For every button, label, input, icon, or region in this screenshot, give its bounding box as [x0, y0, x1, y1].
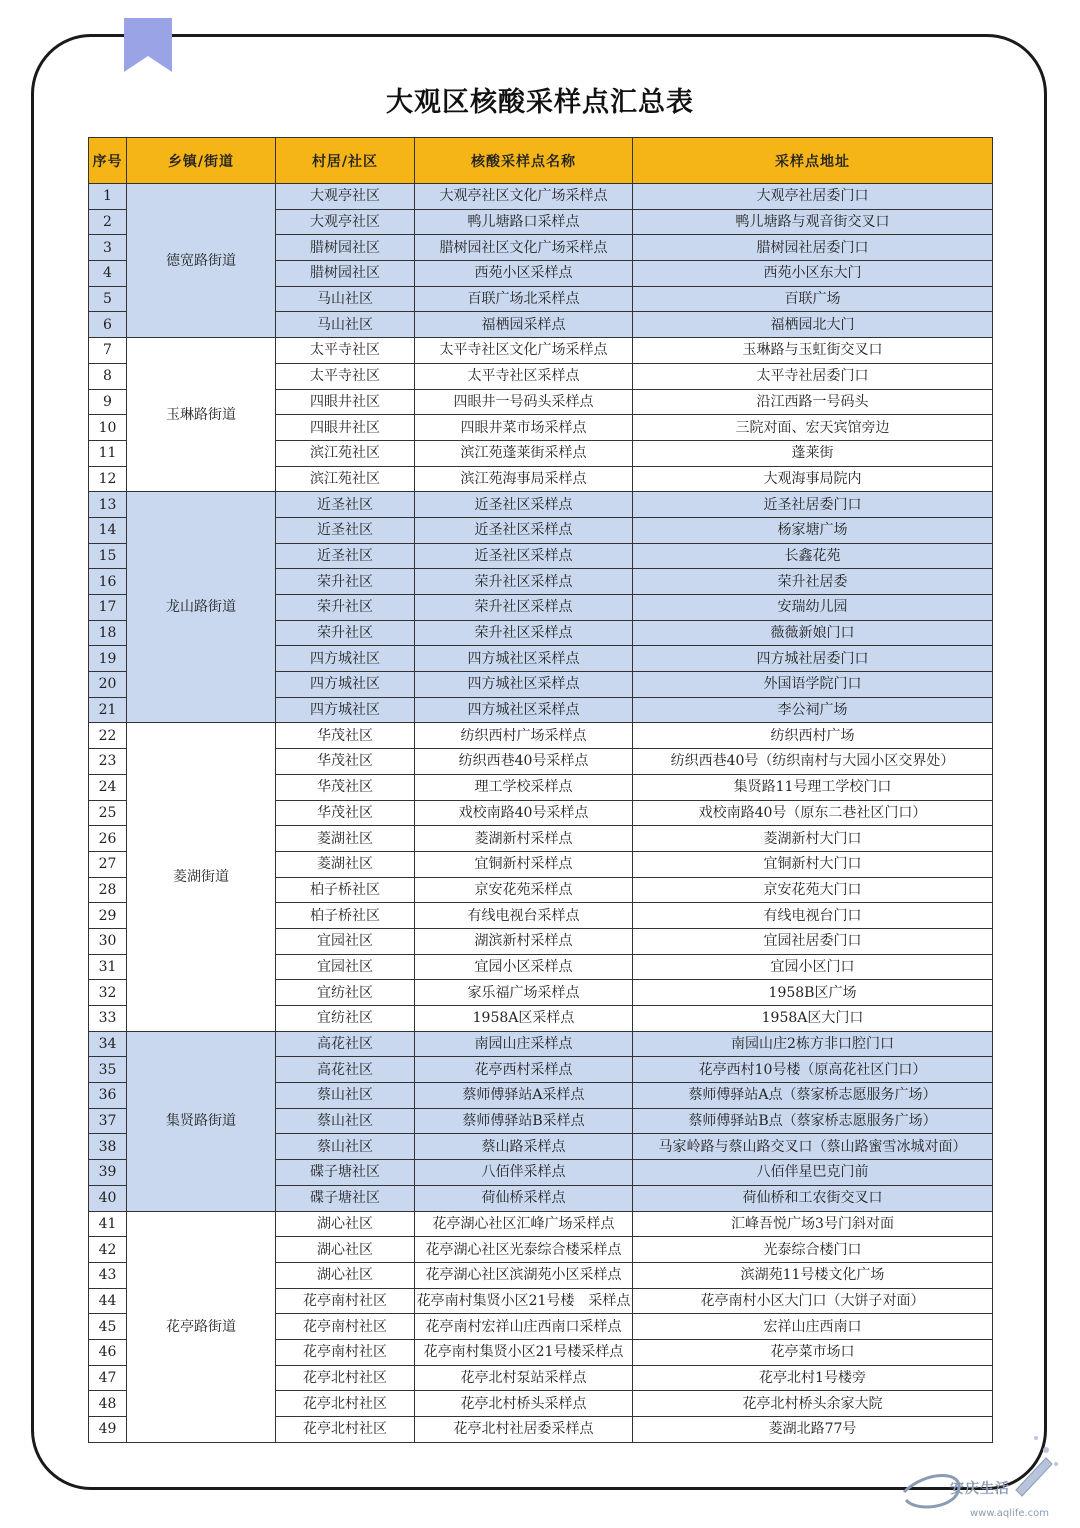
- cell-community: 腊树园社区: [276, 235, 415, 261]
- cell-site: 花亭湖心社区滨湖苑小区采样点: [415, 1262, 633, 1288]
- cell-no: 19: [89, 646, 127, 672]
- cell-community: 蔡山社区: [276, 1134, 415, 1160]
- cell-no: 24: [89, 774, 127, 800]
- cell-site: 西苑小区采样点: [415, 261, 633, 287]
- cell-address: 腊树园社居委门口: [633, 235, 993, 261]
- cell-no: 3: [89, 235, 127, 261]
- cell-no: 28: [89, 877, 127, 903]
- cell-address: 纺织西巷40号（纺织南村与大园小区交界处）: [633, 749, 993, 775]
- cell-community: 马山社区: [276, 312, 415, 338]
- cell-site: 宜铜新村采样点: [415, 851, 633, 877]
- cell-address: 四方城社居委门口: [633, 646, 993, 672]
- cell-no: 33: [89, 1006, 127, 1032]
- cell-site: 鸭儿塘路口采样点: [415, 209, 633, 235]
- cell-address: 马家岭路与蔡山路交叉口（蔡山路蜜雪冰城对面）: [633, 1134, 993, 1160]
- sampling-sites-table: [88, 137, 993, 1443]
- cell-no: 43: [89, 1262, 127, 1288]
- cell-no: 26: [89, 826, 127, 852]
- cell-no: 29: [89, 903, 127, 929]
- table-row: [89, 184, 993, 210]
- cell-site: 花亭湖心社区光泰综合楼采样点: [415, 1237, 633, 1263]
- cell-site: 四眼井菜市场采样点: [415, 415, 633, 441]
- cell-site: 四眼井一号码头采样点: [415, 389, 633, 415]
- cell-street: 龙山路街道: [127, 492, 276, 723]
- header-address: 采样点地址: [633, 138, 993, 184]
- cell-address: 汇峰吾悦广场3号门斜对面: [633, 1211, 993, 1237]
- cell-no: 42: [89, 1237, 127, 1263]
- cell-community: 花亭北村社区: [276, 1391, 415, 1417]
- cell-no: 6: [89, 312, 127, 338]
- cell-site: 花亭西村采样点: [415, 1057, 633, 1083]
- cell-no: 41: [89, 1211, 127, 1237]
- cell-community: 柏子桥社区: [276, 877, 415, 903]
- cell-no: 44: [89, 1288, 127, 1314]
- cell-community: 大观亭社区: [276, 184, 415, 210]
- cell-community: 滨江苑社区: [276, 466, 415, 492]
- cell-site: 荣升社区采样点: [415, 569, 633, 595]
- cell-community: 华茂社区: [276, 749, 415, 775]
- table-row: [89, 338, 993, 364]
- cell-community: 宜园社区: [276, 954, 415, 980]
- cell-address: 蓬莱街: [633, 440, 993, 466]
- cell-site: 荷仙桥采样点: [415, 1185, 633, 1211]
- cell-no: 20: [89, 672, 127, 698]
- cell-community: 碟子塘社区: [276, 1185, 415, 1211]
- cell-no: 4: [89, 261, 127, 287]
- cell-street: 德宽路街道: [127, 184, 276, 338]
- cell-address: 集贤路11号理工学校门口: [633, 774, 993, 800]
- cell-site: 太平寺社区采样点: [415, 363, 633, 389]
- cell-address: 玉琳路与玉虹街交叉口: [633, 338, 993, 364]
- cell-community: 蔡山社区: [276, 1108, 415, 1134]
- cell-address: 太平寺社居委门口: [633, 363, 993, 389]
- cell-community: 宜纺社区: [276, 980, 415, 1006]
- header-no: 序号: [89, 138, 127, 184]
- cell-site: 福栖园采样点: [415, 312, 633, 338]
- cell-address: 菱湖新村大门口: [633, 826, 993, 852]
- cell-address: 杨家塘广场: [633, 517, 993, 543]
- table-row: [89, 492, 993, 518]
- cell-community: 宜园社区: [276, 928, 415, 954]
- cell-no: 27: [89, 851, 127, 877]
- cell-site: 京安花苑采样点: [415, 877, 633, 903]
- cell-no: 25: [89, 800, 127, 826]
- cell-site: 蔡山路采样点: [415, 1134, 633, 1160]
- cell-address: 花亭南村小区大门口（大饼子对面）: [633, 1288, 993, 1314]
- cell-address: 安瑞幼儿园: [633, 595, 993, 621]
- cell-street: 花亭路街道: [127, 1211, 276, 1442]
- cell-community: 华茂社区: [276, 723, 415, 749]
- cell-community: 宜纺社区: [276, 1006, 415, 1032]
- cell-community: 高花社区: [276, 1031, 415, 1057]
- cell-community: 蔡山社区: [276, 1083, 415, 1109]
- cell-community: 近圣社区: [276, 543, 415, 569]
- cell-address: 百联广场: [633, 286, 993, 312]
- cell-address: 1958A区大门口: [633, 1006, 993, 1032]
- cell-address: 大观海事局院内: [633, 466, 993, 492]
- cell-no: 39: [89, 1160, 127, 1186]
- cell-community: 四眼井社区: [276, 389, 415, 415]
- cell-address: 三院对面、宏天宾馆旁边: [633, 415, 993, 441]
- cell-site: 菱湖新村采样点: [415, 826, 633, 852]
- cell-community: 四方城社区: [276, 646, 415, 672]
- cell-site: 近圣社区采样点: [415, 492, 633, 518]
- cell-community: 花亭北村社区: [276, 1365, 415, 1391]
- cell-address: 近圣社居委门口: [633, 492, 993, 518]
- bookmark-ribbon-icon: [124, 18, 172, 72]
- cell-site: 纺织西村广场采样点: [415, 723, 633, 749]
- cell-site: 近圣社区采样点: [415, 543, 633, 569]
- cell-site: 纺织西巷40号采样点: [415, 749, 633, 775]
- cell-site: 花亭南村宏祥山庄西南口采样点: [415, 1314, 633, 1340]
- table-body: [89, 184, 993, 1443]
- cell-community: 大观亭社区: [276, 209, 415, 235]
- cell-community: 花亭南村社区: [276, 1339, 415, 1365]
- cell-no: 7: [89, 338, 127, 364]
- cell-site: 南园山庄采样点: [415, 1031, 633, 1057]
- cell-community: 华茂社区: [276, 800, 415, 826]
- cell-community: 四方城社区: [276, 697, 415, 723]
- table-header-row: [89, 138, 993, 184]
- cell-address: 宏祥山庄西南口: [633, 1314, 993, 1340]
- cell-no: 36: [89, 1083, 127, 1109]
- cell-address: 蔡师傅驿站A点（蔡家桥志愿服务广场）: [633, 1083, 993, 1109]
- cell-site: 蔡师傅驿站B采样点: [415, 1108, 633, 1134]
- cell-no: 46: [89, 1339, 127, 1365]
- cell-site: 花亭北村桥头采样点: [415, 1391, 633, 1417]
- cell-address: 菱湖北路77号: [633, 1417, 993, 1443]
- cell-no: 30: [89, 928, 127, 954]
- cell-site: 八佰伴采样点: [415, 1160, 633, 1186]
- cell-no: 11: [89, 440, 127, 466]
- cell-site: 戏校南路40号采样点: [415, 800, 633, 826]
- cell-community: 湖心社区: [276, 1262, 415, 1288]
- cell-address: 大观亭社居委门口: [633, 184, 993, 210]
- cell-address: 八佰伴星巴克门前: [633, 1160, 993, 1186]
- cell-community: 柏子桥社区: [276, 903, 415, 929]
- cell-no: 32: [89, 980, 127, 1006]
- cell-no: 21: [89, 697, 127, 723]
- cell-community: 华茂社区: [276, 774, 415, 800]
- cell-address: 荣升社居委: [633, 569, 993, 595]
- cell-community: 荣升社区: [276, 620, 415, 646]
- cell-community: 花亭南村社区: [276, 1314, 415, 1340]
- cell-address: 光泰综合楼门口: [633, 1237, 993, 1263]
- cell-site: 四方城社区采样点: [415, 646, 633, 672]
- cell-no: 18: [89, 620, 127, 646]
- cell-community: 花亭南村社区: [276, 1288, 415, 1314]
- cell-no: 13: [89, 492, 127, 518]
- cell-address: 长鑫花苑: [633, 543, 993, 569]
- cell-site: 近圣社区采样点: [415, 517, 633, 543]
- cell-address: 戏校南路40号（原东二巷社区门口）: [633, 800, 993, 826]
- cell-site: 有线电视台采样点: [415, 903, 633, 929]
- cell-site: 腊树园社区文化广场采样点: [415, 235, 633, 261]
- cell-no: 1: [89, 184, 127, 210]
- cell-site: 四方城社区采样点: [415, 672, 633, 698]
- cell-site: 花亭北村泵站采样点: [415, 1365, 633, 1391]
- cell-no: 23: [89, 749, 127, 775]
- cell-site: 宜园小区采样点: [415, 954, 633, 980]
- cell-no: 37: [89, 1108, 127, 1134]
- cell-no: 22: [89, 723, 127, 749]
- cell-address: 鸭儿塘路与观音街交叉口: [633, 209, 993, 235]
- cell-address: 蔡师傅驿站B点（蔡家桥志愿服务广场）: [633, 1108, 993, 1134]
- cell-site: 湖滨新村采样点: [415, 928, 633, 954]
- cell-address: 西苑小区东大门: [633, 261, 993, 287]
- cell-site: 百联广场北采样点: [415, 286, 633, 312]
- cell-site: 花亭湖心社区汇峰广场采样点: [415, 1211, 633, 1237]
- cell-address: 荷仙桥和工农街交叉口: [633, 1185, 993, 1211]
- cell-community: 滨江苑社区: [276, 440, 415, 466]
- cell-no: 17: [89, 595, 127, 621]
- cell-no: 40: [89, 1185, 127, 1211]
- cell-address: 1958B区广场: [633, 980, 993, 1006]
- cell-no: 47: [89, 1365, 127, 1391]
- cell-address: 南园山庄2栋方非口腔门口: [633, 1031, 993, 1057]
- cell-address: 花亭北村桥头余家大院: [633, 1391, 993, 1417]
- cell-street: 集贤路街道: [127, 1031, 276, 1211]
- cell-address: 薇薇新娘门口: [633, 620, 993, 646]
- header-street: 乡镇/街道: [127, 138, 276, 184]
- cell-community: 花亭北村社区: [276, 1417, 415, 1443]
- cell-site: 花亭南村集贤小区21号楼采样点: [415, 1339, 633, 1365]
- cell-site: 滨江苑蓬莱街采样点: [415, 440, 633, 466]
- cell-community: 湖心社区: [276, 1237, 415, 1263]
- table-row: [89, 1211, 993, 1237]
- cell-community: 荣升社区: [276, 569, 415, 595]
- cell-no: 35: [89, 1057, 127, 1083]
- cell-address: 福栖园北大门: [633, 312, 993, 338]
- cell-community: 马山社区: [276, 286, 415, 312]
- cell-no: 2: [89, 209, 127, 235]
- watermark-url: www.aqlife.com: [970, 1508, 1050, 1519]
- page-title: 大观区核酸采样点汇总表: [386, 87, 694, 118]
- cell-community: 四方城社区: [276, 672, 415, 698]
- cell-address: 沿江西路一号码头: [633, 389, 993, 415]
- cell-address: 宜园小区门口: [633, 954, 993, 980]
- cell-address: 宜铜新村大门口: [633, 851, 993, 877]
- cell-no: 16: [89, 569, 127, 595]
- cell-address: 京安花苑大门口: [633, 877, 993, 903]
- cell-no: 10: [89, 415, 127, 441]
- cell-site: 滨江苑海事局采样点: [415, 466, 633, 492]
- cell-community: 荣升社区: [276, 595, 415, 621]
- cell-no: 49: [89, 1417, 127, 1443]
- cell-address: 纺织西村广场: [633, 723, 993, 749]
- cell-site: 1958A区采样点: [415, 1006, 633, 1032]
- cell-site: 理工学校采样点: [415, 774, 633, 800]
- cell-site: 大观亭社区文化广场采样点: [415, 184, 633, 210]
- cell-street: 菱湖街道: [127, 723, 276, 1031]
- cell-no: 12: [89, 466, 127, 492]
- table-row: [89, 723, 993, 749]
- cell-no: 14: [89, 517, 127, 543]
- cell-site: 太平寺社区文化广场采样点: [415, 338, 633, 364]
- cell-no: 31: [89, 954, 127, 980]
- cell-community: 近圣社区: [276, 517, 415, 543]
- cell-community: 太平寺社区: [276, 363, 415, 389]
- cell-no: 5: [89, 286, 127, 312]
- cell-community: 腊树园社区: [276, 261, 415, 287]
- header-community: 村居/社区: [276, 138, 415, 184]
- cell-no: 45: [89, 1314, 127, 1340]
- cell-community: 四眼井社区: [276, 415, 415, 441]
- cell-site: 蔡师傅驿站A采样点: [415, 1083, 633, 1109]
- cell-street: 玉琳路街道: [127, 338, 276, 492]
- cell-site: 四方城社区采样点: [415, 697, 633, 723]
- table-row: [89, 1031, 993, 1057]
- cell-site: 花亭南村集贤小区21号楼 采样点: [415, 1288, 633, 1314]
- cell-community: 高花社区: [276, 1057, 415, 1083]
- cell-no: 8: [89, 363, 127, 389]
- cell-no: 48: [89, 1391, 127, 1417]
- cell-no: 34: [89, 1031, 127, 1057]
- cell-address: 有线电视台门口: [633, 903, 993, 929]
- cell-address: 花亭西村10号楼（原高花社区门口）: [633, 1057, 993, 1083]
- cell-community: 太平寺社区: [276, 338, 415, 364]
- cell-site: 家乐福广场采样点: [415, 980, 633, 1006]
- cell-address: 花亭菜市场口: [633, 1339, 993, 1365]
- cell-address: 李公祠广场: [633, 697, 993, 723]
- cell-no: 38: [89, 1134, 127, 1160]
- header-site: 核酸采样点名称: [415, 138, 633, 184]
- cell-site: 荣升社区采样点: [415, 620, 633, 646]
- cell-community: 湖心社区: [276, 1211, 415, 1237]
- cell-address: 宜园社居委门口: [633, 928, 993, 954]
- cell-site: 花亭北村社居委采样点: [415, 1417, 633, 1443]
- cell-address: 滨湖苑11号楼文化广场: [633, 1262, 993, 1288]
- cell-address: 花亭北村1号楼旁: [633, 1365, 993, 1391]
- cell-community: 近圣社区: [276, 492, 415, 518]
- cell-address: 外国语学院门口: [633, 672, 993, 698]
- cell-site: 荣升社区采样点: [415, 595, 633, 621]
- cell-no: 9: [89, 389, 127, 415]
- cell-community: 菱湖社区: [276, 851, 415, 877]
- cell-no: 15: [89, 543, 127, 569]
- cell-community: 菱湖社区: [276, 826, 415, 852]
- cell-community: 碟子塘社区: [276, 1160, 415, 1186]
- watermark-text: 安庆生活: [950, 1481, 1010, 1497]
